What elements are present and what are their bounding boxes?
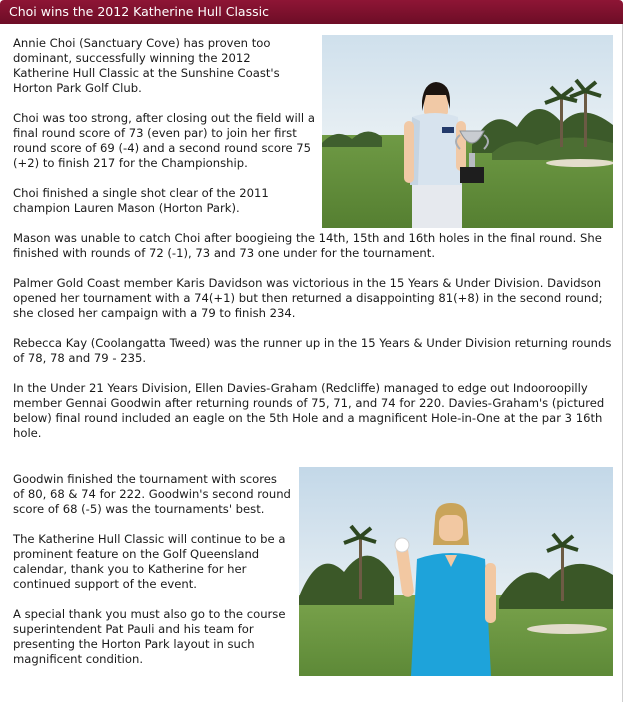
runner-up-photo-illustration (299, 467, 613, 676)
paragraph: Choi finished a single shot clear of the 2011 champion Lauren Mason (Horton Park). (13, 186, 269, 215)
paragraph: Palmer Gold Coast member Karis Davidson was victorious in the 15 Years & Under Division. Davidson opened her tournament with a 74(+1) but then returned a disappointing 81(+8) in the second round; she closed her campaign with a 79 to finish 234. (13, 276, 603, 320)
paragraph: Choi was too strong, after closing out the field will a final round score of 73 (even par) to join her first round score of 69 (-4) and a second round score 75 (+2) to finish 217 for the Championship. (13, 111, 315, 170)
winner-photo (322, 35, 613, 228)
runner-up-photo (299, 467, 613, 676)
paragraph: Rebecca Kay (Coolangatta Tweed) was the runner up in the 15 Years & Under Division returning rounds of 78, 78 and 79 - 235. (13, 336, 612, 365)
paragraph: Mason was unable to catch Choi after boogieing the 14th, 15th and 16th holes in the final round. She finished with rounds of 72 (-1), 73 and 73 one under for the tournament. (13, 231, 602, 260)
frame-border (622, 24, 623, 702)
paragraph: Goodwin finished the tournament with scores of 80, 68 & 74 for 222. Goodwin's second round score of 68 (-5) was the tournaments' best. (13, 472, 291, 516)
paragraph: Annie Choi (Sanctuary Cove) has proven too dominant, successfully winning the 2012 Katherine Hull Classic at the Sunshine Coast's Horton Park Golf Club. (13, 36, 280, 95)
winner-photo-illustration (322, 35, 613, 228)
paragraph: A special thank you must also go to the course superintendent Pat Pauli and his team for presenting the Horton Park layout in such magnificent condition. (13, 607, 286, 666)
paragraph: In the Under 21 Years Division, Ellen Davies-Graham (Redcliffe) managed to edge out Indooroopilly member Gennai Goodwin after returning rounds of 75, 71, and 74 for 220. Davies-Graham's (pictured below) final round included an eagle on the 5th Hole and a magnificent Hole-in-One at the par 3 16th hole. (13, 381, 605, 440)
article-title: Choi wins the 2012 Katherine Hull Classic (0, 0, 623, 24)
paragraph: The Katherine Hull Classic will continue to be a prominent feature on the Golf Queensland calendar, thank you to Katherine for her continued support of the event. (13, 532, 286, 591)
